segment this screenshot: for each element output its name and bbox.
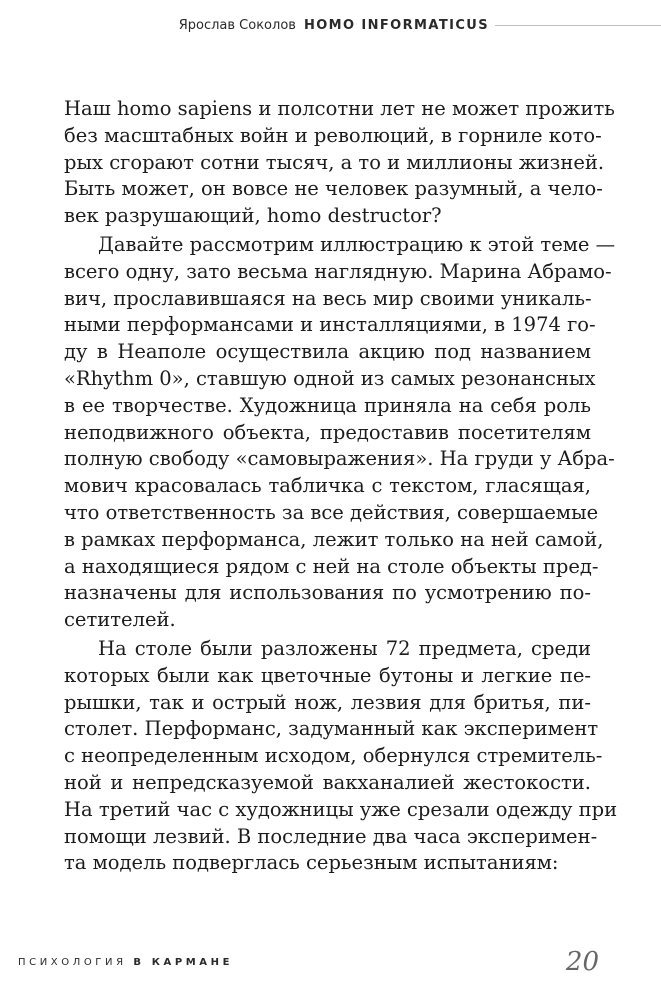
series-name-part1: ПСИХОЛОГИЯ <box>18 956 127 968</box>
text-line: сетителей. <box>64 608 176 632</box>
page-body <box>64 96 618 877</box>
page-number: 20 <box>565 947 599 977</box>
text-line: без масштабных войн и революций, в горниле кото- <box>64 123 602 147</box>
text-line: в ее творчестве. Художница приняла на себя роль <box>64 393 591 417</box>
text-line: ду в Неаполе осуществила акцию под названием <box>64 340 591 364</box>
text-line: ной и непредсказуемой вакханалией жестокости. <box>64 770 591 794</box>
text-line: рышки, так и острый нож, лезвия для бритья, пи- <box>64 690 591 714</box>
page-footer <box>18 942 599 982</box>
text-line: век разрушающий, homo destructor? <box>64 204 442 228</box>
text-line: столет. Перформанс, задуманный как эксперимент <box>64 717 599 741</box>
text-line: в рамках перформанса, лежит только на ней самой, <box>64 527 604 551</box>
running-header <box>179 8 661 42</box>
text-line: помощи лезвий. В последние два часа эксперимен- <box>64 824 598 848</box>
text-line: с неопределенным исходом, обернулся стремитель- <box>64 744 603 768</box>
text-line: Давайте рассмотрим иллюстрацию к этой теме — <box>98 232 616 256</box>
paragraph <box>64 96 615 230</box>
series-name <box>18 957 233 968</box>
text-line: полную свободу «самовыражения». На груди у Абра- <box>64 447 615 471</box>
text-line: Быть может, он вовсе не человек разумный, а чело- <box>64 177 603 201</box>
header-book-title: HOMO INFORMATICUS <box>303 17 489 33</box>
text-line: всего одну, зато весьма наглядную. Марина Абрамо- <box>64 259 612 283</box>
text-line: а находящиеся рядом с ней на столе объекты пред- <box>64 554 599 578</box>
header-author: Ярослав Соколов <box>178 17 296 33</box>
paragraph <box>64 636 618 877</box>
text-line: которых были как цветочные бутоны и легкие пе- <box>64 663 591 687</box>
series-name-part2: В КАРМАНЕ <box>133 956 234 968</box>
text-line: неподвижного объекта, предоставив посетителям <box>64 420 591 444</box>
text-line: мович красовалась табличка с текстом, гласящая, <box>64 474 591 498</box>
text-line: та модель подверглась серьезным испытаниям: <box>64 851 559 875</box>
text-line: На третий час с художницы уже срезали одежду при <box>64 797 618 821</box>
text-line: «Rhythm 0», ставшую одной из самых резонансных <box>64 366 596 390</box>
header-rule <box>495 25 661 26</box>
text-line: На столе были разложены 72 предмета, среди <box>98 636 591 660</box>
text-line: Наш homo sapiens и полсотни лет не может прожить <box>64 97 615 120</box>
text-line: ными перформансами и инсталляциями, в 1974 го- <box>64 313 596 337</box>
text-line: что ответственность за все действия, совершаемые <box>64 500 599 524</box>
text-line: назначены для использования по усмотрению по- <box>64 581 591 605</box>
text-line: рых сгорают сотни тысяч, а то и миллионы жизней. <box>64 150 605 174</box>
paragraph <box>64 232 616 634</box>
text-line: вич, прославившаяся на весь мир своими уникаль- <box>64 286 592 310</box>
